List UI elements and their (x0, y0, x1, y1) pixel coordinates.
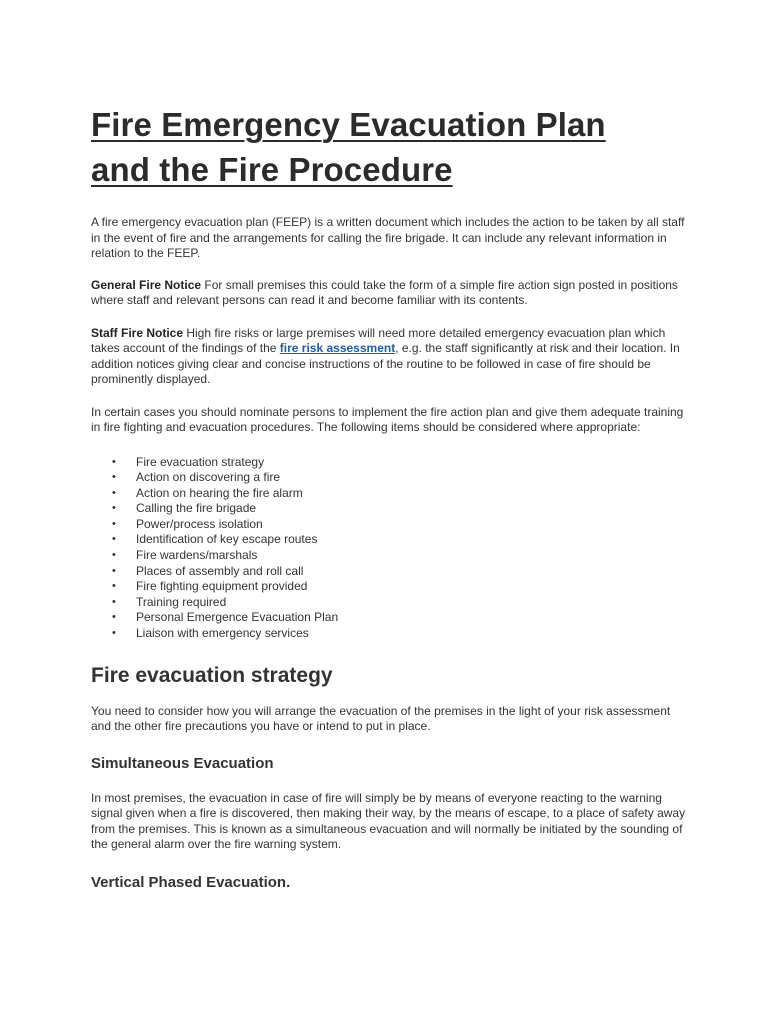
list-item (91, 517, 691, 533)
bullet-icon: • (112, 549, 116, 562)
list-item (91, 486, 691, 502)
bullet-icon: • (112, 564, 116, 577)
list-item-text: Fire evacuation strategy (136, 454, 265, 469)
list-item (91, 579, 691, 595)
staff-notice-text-after: , e.g. the staff significantly at risk and their location. In addition notices giving clear and concise instructions of the routine to be followed in case of fire should be prominently displayed. (91, 341, 680, 386)
bullet-icon: • (112, 533, 116, 546)
list-item-text: Training required (136, 594, 227, 609)
list-item (91, 626, 691, 642)
list-item (91, 532, 691, 548)
list-item-text: Fire wardens/marshals (136, 548, 258, 563)
staff-notice-label: Staff Fire Notice (91, 325, 184, 340)
list-item-text: Identification of key escape routes (136, 532, 318, 547)
bullet-icon: • (112, 627, 116, 640)
intro-paragraph: A fire emergency evacuation plan (FEEP) is a written document which includes the action to be taken by all staff in the event of fire and the arrangements for calling the fire brigade. It can include any relevant information in relation to the FEEP. (91, 215, 685, 260)
simultaneous-heading: Simultaneous Evacuation (91, 754, 274, 772)
bullet-icon: • (112, 455, 116, 468)
general-notice-text: For small premises this could take the form of a simple fire action sign posted in positions where staff and relevant persons can read it and become familiar with its contents. (91, 277, 678, 307)
considerations-list (91, 455, 691, 642)
staff-notice-paragraph (91, 326, 691, 388)
list-item-text: Places of assembly and roll call (136, 563, 304, 578)
strategy-paragraph: You need to consider how you will arrange the evacuation of the premises in the light of your risk assessment and the other fire precautions you have or intend to put in place. (91, 703, 671, 734)
list-item (91, 501, 691, 517)
list-item (91, 564, 691, 580)
list-item (91, 610, 691, 626)
list-item-text: Fire fighting equipment provided (136, 579, 308, 594)
bullet-icon: • (112, 486, 116, 499)
list-item-text: Action on hearing the fire alarm (136, 485, 303, 500)
bullet-icon: • (112, 471, 116, 484)
nominate-paragraph: In certain cases you should nominate persons to implement the fire action plan and give them adequate training in fire fighting and evacuation procedures. The following items should be considered where appropriate: (91, 404, 684, 434)
strategy-heading: Fire evacuation strategy (91, 663, 333, 687)
list-item-text: Action on discovering a fire (136, 470, 281, 485)
simultaneous-paragraph: In most premises, the evacuation in case of fire will simply be by means of everyone reacting to the warning signal given when a fire is discovered, then making their way, by the means of escape, to a place of safety away from the premises. This is known as a simultaneous evacuation and will normally be initiated by the sounding of the general alarm over the fire warning system. (91, 790, 686, 852)
list-item-text: Power/process isolation (136, 516, 263, 531)
bullet-icon: • (112, 611, 116, 624)
page-title (91, 102, 691, 192)
general-notice-label: General Fire Notice (91, 277, 202, 292)
bullet-icon: • (112, 517, 116, 530)
list-item-text: Personal Emergence Evacuation Plan (136, 610, 339, 625)
bullet-icon: • (112, 502, 116, 515)
list-item (91, 470, 691, 486)
staff-notice-text-before: High fire risks or large premises will need more detailed emergency evacuation plan which takes account of the findings of the (91, 325, 666, 355)
title-line-2: and the Fire Procedure (91, 151, 453, 188)
document-content (91, 102, 691, 895)
title-line-1: Fire Emergency Evacuation Plan (91, 106, 606, 143)
list-item-text: Liaison with emergency services (136, 626, 309, 641)
list-item (91, 548, 691, 564)
vertical-heading: Vertical Phased Evacuation. (91, 873, 291, 891)
list-item (91, 595, 691, 611)
list-item (91, 455, 691, 471)
list-item-text: Calling the fire brigade (136, 501, 257, 516)
bullet-icon: • (112, 580, 116, 593)
bullet-icon: • (112, 595, 116, 608)
general-notice-paragraph (91, 278, 691, 309)
fire-risk-assessment-link[interactable]: fire risk assessment (279, 341, 396, 355)
